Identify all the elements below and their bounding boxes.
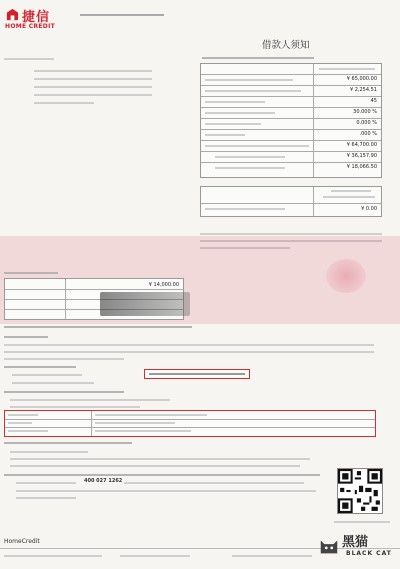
section-heading [4,366,76,368]
intro-line [34,86,152,88]
intro-line [34,94,152,96]
summary-value: 45 [370,98,377,104]
intro-line [34,70,152,72]
section-line [4,344,374,346]
account-number-box [144,369,250,379]
bank-account-table [4,410,376,437]
note-line [4,326,192,328]
footer-line [120,555,190,557]
section-heading [4,442,132,444]
black-stamp [100,292,190,316]
customer-service-phone: 400 027 1262 [84,478,123,484]
summary-table [200,63,382,178]
home-credit-logo [4,6,70,40]
logo-icon [6,8,19,21]
section-line [10,399,170,401]
breakdown-value: ¥ 14,000.00 [148,282,179,288]
summary-value: 0.000 % [356,120,377,126]
summary-table-title [202,57,314,59]
fee-value: ¥ 0.00 [361,206,377,212]
section-line [12,382,94,384]
footer-line [4,555,102,557]
intro-line [34,78,152,80]
section-line [16,490,316,492]
summary-value: .000 % [359,131,377,137]
section-line [16,497,76,499]
summary-value: ¥ 18,066.50 [346,164,377,170]
section-line [10,465,300,467]
intro-line [34,102,94,104]
document-title: 借款人须知 [262,40,310,51]
red-seal-mark [326,259,366,293]
section-line [4,351,374,353]
section-line [12,374,82,376]
summary-value: ¥ 65,000.00 [346,76,377,82]
summary-value: ¥ 2,254.51 [349,87,377,93]
logo-brand-cn: 捷信 [22,10,51,25]
section-line [10,406,140,408]
fee-table [200,186,382,217]
section-line [10,451,88,453]
logo-brand-en: HOME CREDIT [5,23,56,30]
black-cat-watermark [316,531,400,567]
section-line [124,482,304,484]
watermark-main: 黑猫 [342,535,369,550]
summary-value: ¥ 64,700.00 [346,142,377,148]
section-line [10,458,310,460]
section-heading [4,391,124,393]
summary-value: 30.000 % [353,109,377,115]
section-heading [4,474,320,476]
note-line [200,233,382,235]
section-heading [4,336,48,338]
summary-value: ¥ 36,157.90 [346,153,377,159]
company-name-line [80,14,164,16]
watermark-sub: BLACK CAT [346,550,392,557]
signature-line [334,521,390,523]
breakdown-title [4,272,58,274]
footer-line [232,555,312,557]
footer-brand: HomeCredit [4,538,40,545]
cat-icon [318,535,340,557]
section-line [16,482,76,484]
section-line [4,358,124,360]
borrower-line [4,58,54,60]
qr-code-icon [337,468,383,514]
